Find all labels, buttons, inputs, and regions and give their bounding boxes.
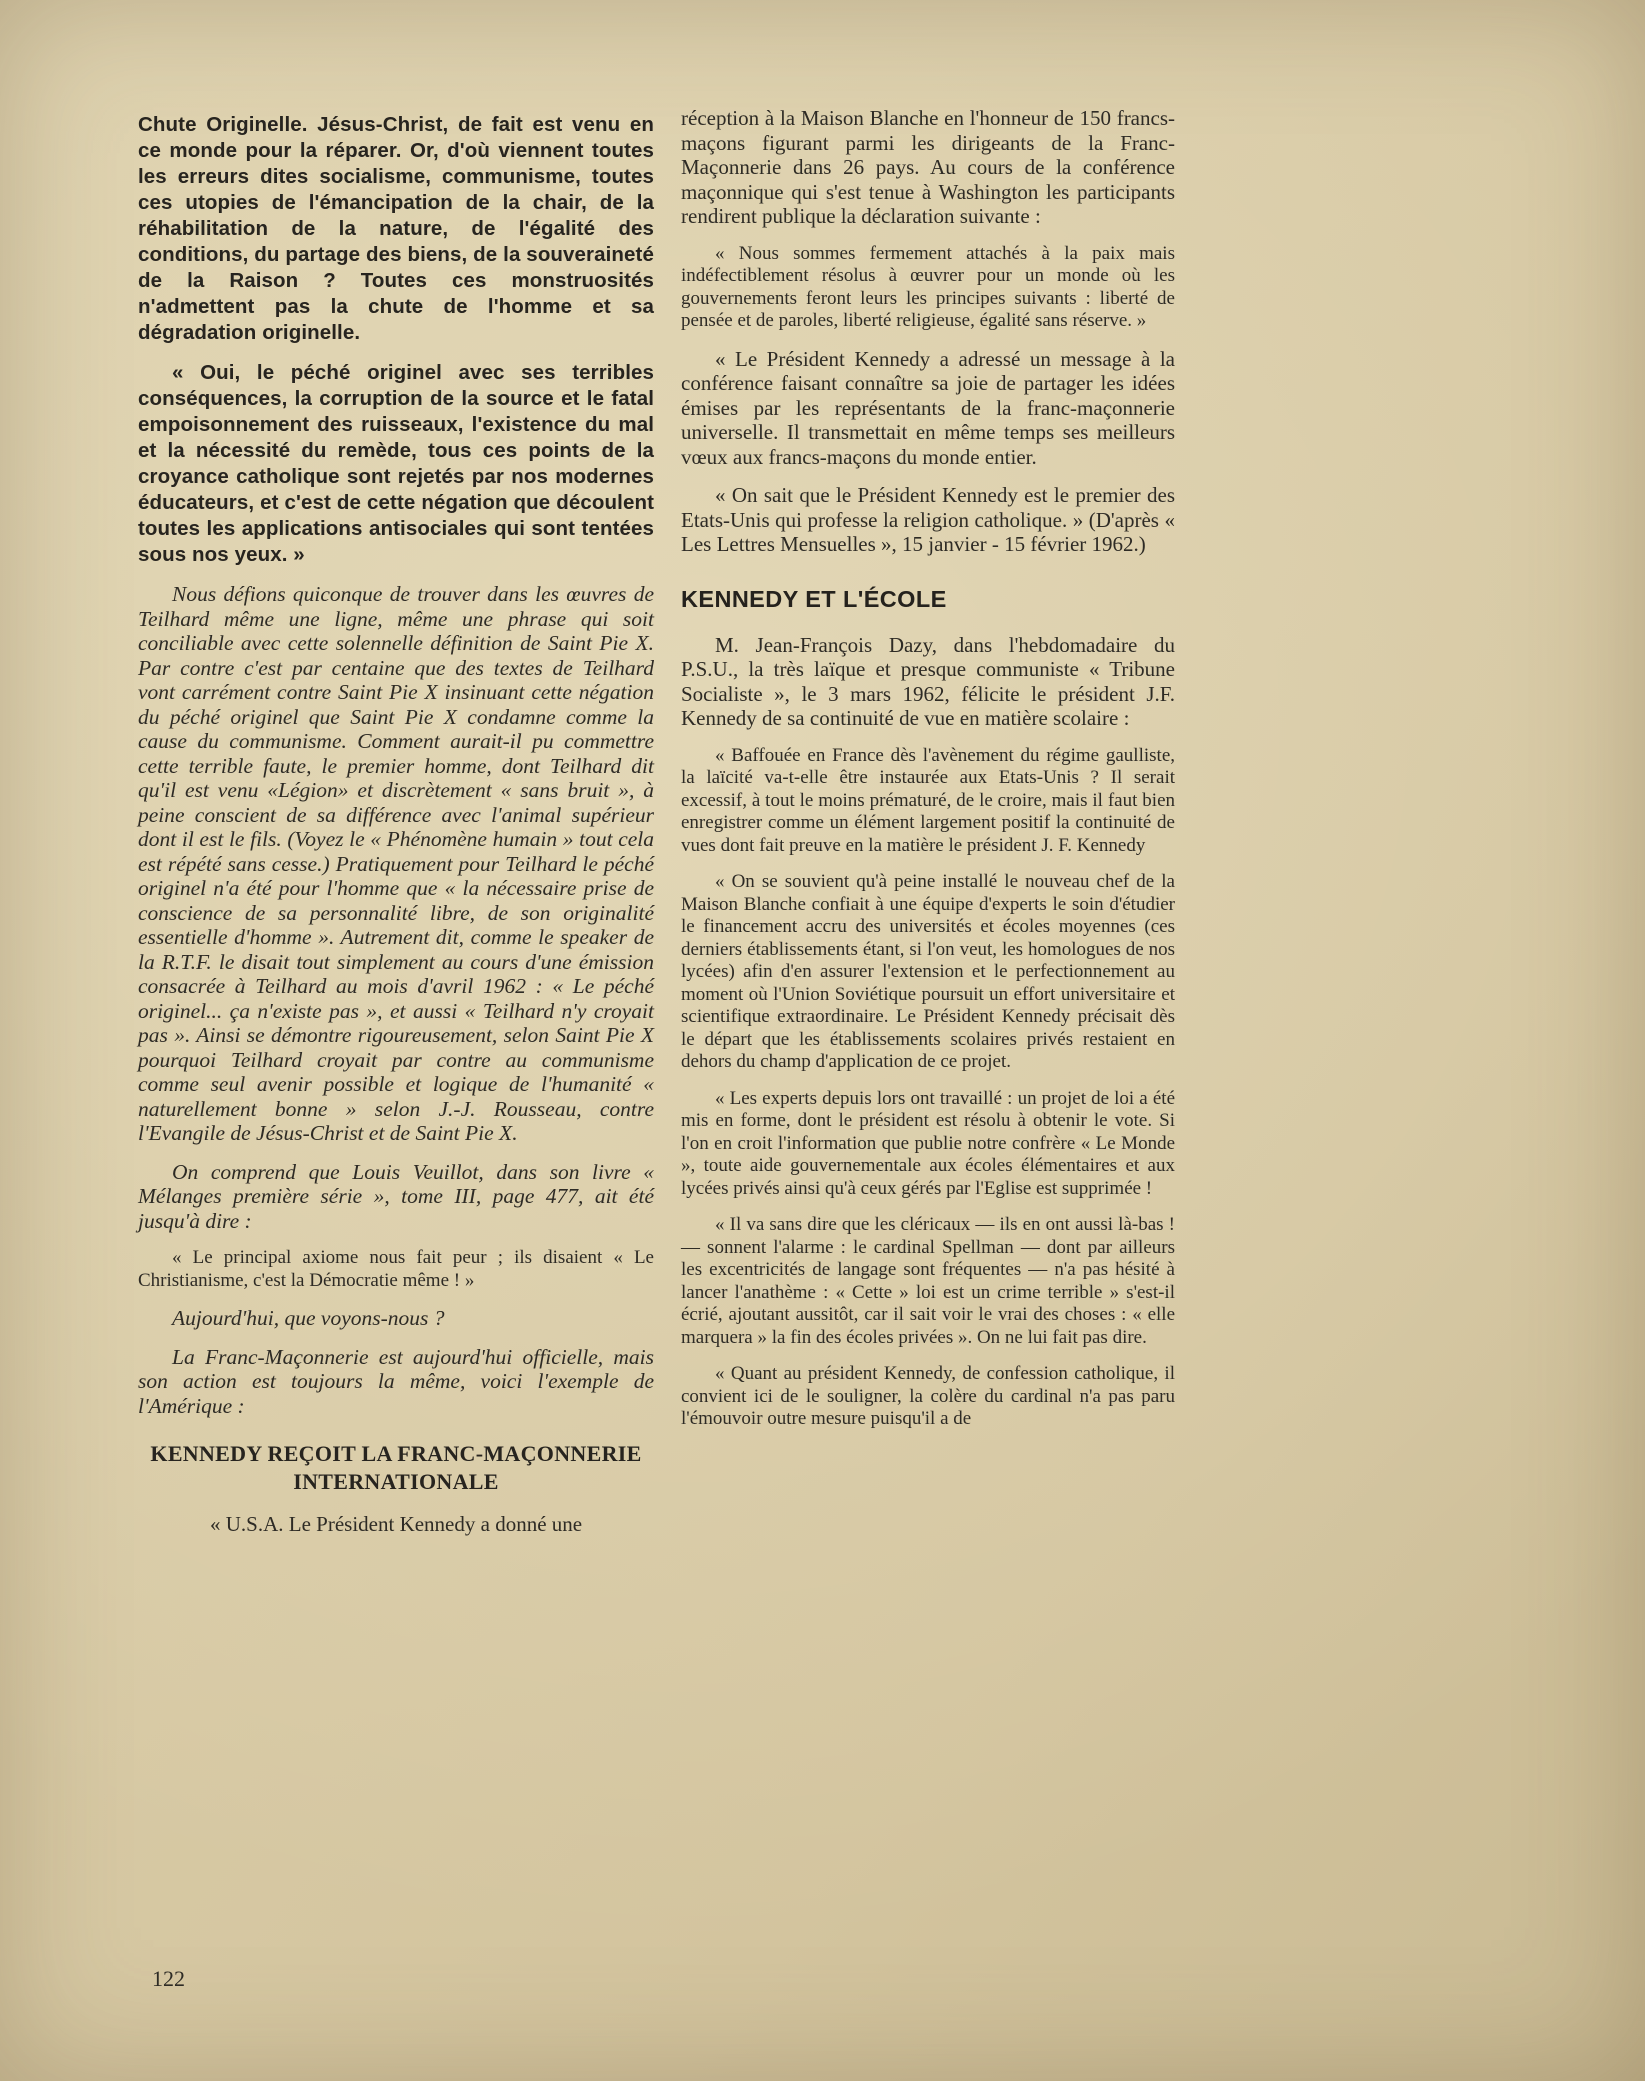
paragraph-kennedy-message: « Le Président Kennedy a adressé un message à la conférence faisant connaître sa joie de partager les idées émises par les représentants de la franc-maçonnerie universelle. Il transmettait en même temps ses meilleurs vœux aux francs-maçons du monde entier. xyxy=(681,346,1175,469)
page-number: 122 xyxy=(152,1966,185,1991)
paragraph-declaration-paix: « Nous sommes fermement attachés à la paix mais indéfectiblement résolus à œuvrer pour un monde où les gouvernements feront leurs les principes suivants : liberté de pensée et de paroles, liberté religieuse, égalité sans réserve. » xyxy=(681,242,1175,331)
paragraph-peche-originel-quote: « Oui, le péché originel avec ses terribles conséquences, la corruption de la source et le fatal empoisonnement des ruisseaux, l'existence du mal et la nécessité du remède, tous ces points de la croyance catholique sont rejetés par nos modernes éducateurs, et c'est de cette négation que découlent toutes les applications antisociales qui sont tentées sous nos yeux. » xyxy=(138,361,654,566)
paragraph-dazy-tribune: M. Jean-François Dazy, dans l'hebdomadaire du P.S.U., la très laïque et presque communiste « Tribune Socialiste », le 3 mars 1962, félicite le président J.F. Kennedy de sa continuité de vue en matière scolaire : xyxy=(681,632,1175,730)
paragraph-experts-projet-loi: « Les experts depuis lors ont travaillé : un projet de loi a été mis en forme, dont le président est résolu à obtenir le vote. Si l'on en croit l'information que publie notre confrère « Le Monde », toute aide gouvernementale aux écoles élémentaires et aux lycées privés ainsi qu'à ceux gérés par l'Eglise est supprimée ! xyxy=(681,1087,1175,1199)
section-heading-kennedy-ecole: KENNEDY ET L'ÉCOLE xyxy=(681,585,947,612)
left-column xyxy=(138,112,654,1551)
paragraph-franc-maconnerie: La Franc-Maçonnerie est aujourd'hui officielle, mais son action est toujours la même, voici l'exemple de l'Amérique : xyxy=(138,1344,654,1418)
paragraph-baffouee-laicite: « Baffouée en France dès l'avènement du régime gaulliste, la laïcité va-t-elle être instaurée aux Etats-Unis ? Il serait excessif, à tout le moins prématuré, de le croire, mais il faut bien enregistrer comme un élément largement positif la continuité de vues dont fait preuve en la matière le président J. F. Kennedy xyxy=(681,744,1175,856)
paragraph-equipe-experts: « On se souvient qu'à peine installé le nouveau chef de la Maison Blanche confiait à une équipe d'experts le soin d'étudier le financement accru des universités et écoles moyennes (ces derniers établissements étant, si l'on veut, les homologues de nos lycées) afin d'en assurer l'extension et le perfectionnement au moment où l'Union Soviétique poursuit un effort universitaire et scientifique extraordinaire. Le Président Kennedy précisait dès le départ que les établissements scolaires privés restaient en dehors du champ d'application de ce projet. xyxy=(681,871,1175,1072)
section-heading-kennedy-recoit: KENNEDY REÇOIT LA FRANC-MAÇONNERIE INTERNATIONALE xyxy=(150,1441,642,1494)
paragraph-usa-kennedy-intro: « U.S.A. Le Président Kennedy a donné une xyxy=(210,1512,583,1536)
paragraph-louis-veuillot: On comprend que Louis Veuillot, dans son livre « Mélanges première série », tome III, page 477, ait été jusqu'à dire : xyxy=(138,1159,654,1233)
paragraph-teilhard-commentary: Nous défions quiconque de trouver dans les œuvres de Teilhard même une ligne, même une phrase qui soit conciliable avec cette solennelle définition de Saint Pie X. Par contre c'est par centaine que des textes de Teilhard vont carrément contre Saint Pie X insinuant cette négation du péché originel que Saint Pie X condamne comme la cause du communisme. Comment aurait-il pu commettre cette terrible faute, le premier homme, dont Teilhard dit qu'il est venu «Légion» et discrètement « sans bruit », à peine conscient de sa différence avec l'animal supérieur dont il est le fils. (Voyez le « Phénomène humain » tout cela est répété sans cesse.) Pratiquement pour Teilhard le péché originel n'a été pour l'homme que « la nécessaire prise de conscience de sa personnalité libre, de son originalité essentielle d'homme ». Autrement dit, comme le speaker de la R.T.F. le disait tout simplement au cours d'une émission consacrée à Teilhard au mois d'avril 1962 : « Le péché originel... ça n'existe pas », et aussi « Teilhard n'y croyait pas ». Ainsi se démontre rigoureusement, selon Saint Pie X pourquoi Teilhard croyait par contre au communisme comme seul avenir possible et logique de l'humanité « naturellement bonne » selon J.-J. Rousseau, contre l'Evangile de Jésus-Christ et de Saint Pie X. xyxy=(138,582,654,1145)
paragraph-aujourdhui: Aujourd'hui, que voyons-nous ? xyxy=(172,1306,445,1330)
paragraph-kennedy-religion: « On sait que le Président Kennedy est le premier des Etats-Unis qui professe la religion catholique. » (D'après « Les Lettres Mensuelles », 15 janvier - 15 février 1962.) xyxy=(681,483,1175,556)
paragraph-reception-maison-blanche: réception à la Maison Blanche en l'honneur de 150 francs-maçons figurant parmi les dirigeants de la Franc-Maçonnerie dans 26 pays. Au cours de la conférence maçonnique qui s'est tenue à Washington les participants rendirent publique la déclaration suivante : xyxy=(681,106,1175,228)
paragraph-chute-originelle: Chute Originelle. Jésus-Christ, de fait est venu en ce monde pour la réparer. Or, d'où viennent toutes les erreurs dites socialisme, communisme, toutes ces utopies de l'émancipation de la chair, de la réhabilitation de la nature, de l'égalité des conditions, du partage des biens, de la souveraineté de la Raison ? Toutes ces monstruosités n'admettent pas la chute de l'homme et sa dégradation originelle. xyxy=(138,113,654,344)
right-column xyxy=(681,106,1175,1445)
paragraph-kennedy-confession: « Quant au président Kennedy, de confession catholique, il convient ici de le souligner, la colère du cardinal n'a pas paru l'émouvoir outre mesure puisqu'il a de xyxy=(681,1363,1175,1429)
paragraph-axiome-quote: « Le principal axiome nous fait peur ; ils disaient « Le Christianisme, c'est la Démocratie même ! » xyxy=(138,1247,654,1291)
paragraph-clericaux-spellman: « Il va sans dire que les cléricaux — ils en ont aussi là-bas ! — sonnent l'alarme : le cardinal Spellman — dont par ailleurs les excentricités de langage sont fréquentes — n'a pas hésité à lancer l'anathème : « Cette » loi est un crime terrible » s'est-il écrié, ajoutant aussitôt, car il sait voir le vrai des choses : « elle marquera » la fin des écoles privées ». On ne lui fait pas dire. xyxy=(681,1214,1175,1348)
